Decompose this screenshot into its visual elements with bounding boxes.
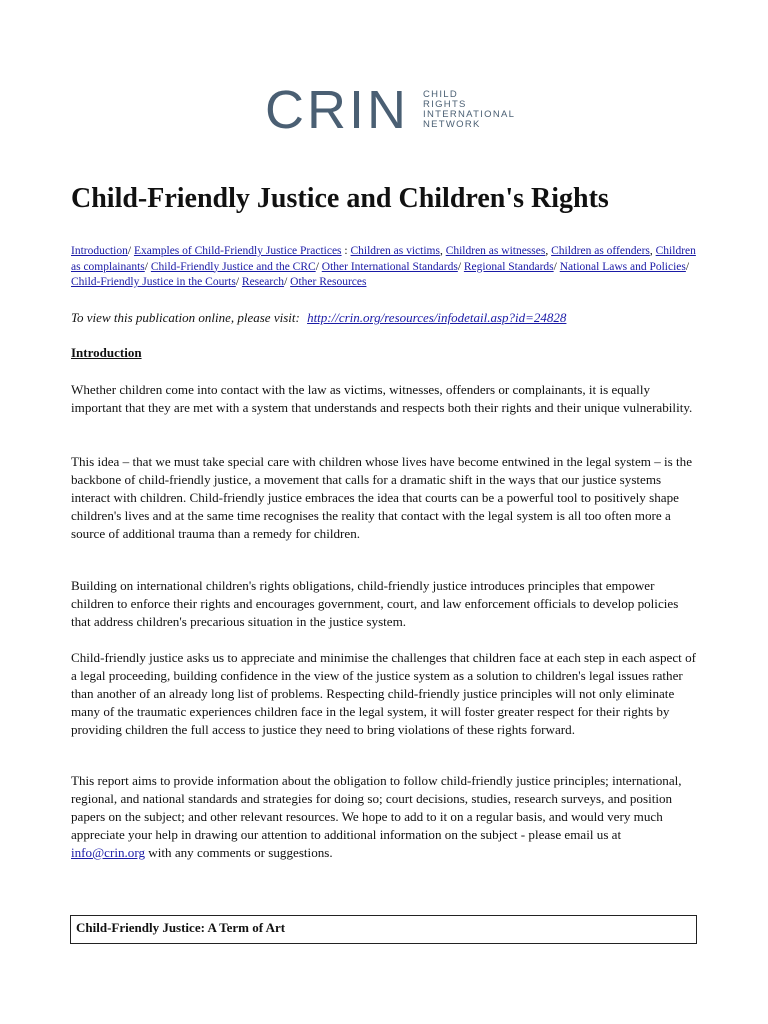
paragraph-5-tail: with any comments or suggestions. — [145, 845, 333, 860]
nav-link-crc[interactable]: Child-Friendly Justice and the CRC — [150, 260, 316, 273]
page-title: Child-Friendly Justice and Children's Rights — [71, 183, 609, 214]
logo-line: INTERNATIONAL — [423, 109, 516, 120]
paragraph-1: Whether children come into contact with the law as victims, witnesses, offenders or complainants, it is equally important that they are met with a system that understands and respects both their rights and their unique vulnerability. — [71, 382, 693, 415]
logo-line: CHILD — [423, 89, 459, 100]
logo-subtitle — [423, 90, 515, 130]
paragraph-2: This idea – that we must take special care with children whose lives have become entwined in the legal system – is the backbone of child-friendly justice, a movement that calls for a dramatic shift in the ways that our justice systems interact with children. Child-friendly justice embraces the idea that courts can be a powerful tool to positively shape children's lives and at the same time recognises the reality that contact with the legal system is all too often more a source of additional trauma than a remedy for children. — [71, 454, 693, 541]
nav-link-other-resources[interactable]: Other Resources — [290, 276, 367, 288]
paragraph-3: Building on international children's rights obligations, child-friendly justice introduces principles that empower children to enforce their rights and encourages government, court, and law enforcement officials to develop policies that address children's precarious situation in the justice system. — [71, 578, 679, 629]
paragraph-5 — [71, 772, 697, 862]
term-of-art-box — [70, 915, 697, 944]
logo-wordmark: CRIN — [265, 80, 409, 140]
logo-line: NETWORK — [423, 119, 481, 130]
publication-url-link[interactable]: http://crin.org/resources/infodetail.asp?id=24828 — [307, 310, 567, 325]
email-link[interactable]: info@crin.org — [71, 845, 145, 860]
nav-link-complainants[interactable]: Children as complainants — [71, 245, 696, 273]
nav-link-research[interactable]: Research — [241, 276, 285, 288]
paragraph-5-text: This report aims to provide information about the obligation to follow child-friendly justice principles; international, regional, and national standards and strategies for doing so; court decisions, studies, research surveys, and position papers on the subject; and other relevant resources. We hope to add to it on a regular basis, and would very much appreciate your help in drawing our attention to additional information on the subject - please email us at — [71, 773, 682, 842]
paragraph-4: Child-friendly justice asks us to appreciate and minimise the challenges that children face at each step in each aspect of a legal proceeding, building confidence in the view of the justice system as a solution to children's legal issues rather than another of an already long list of problems. Respecting child-friendly justice principles will not only eliminate many of the traumatic experiences children face in the legal system, it will foster greater respect for their rights by providing children the full access to justice they need to bring violations of these rights forward. — [71, 650, 696, 737]
nav-link-examples[interactable]: Examples of Child-Friendly Justice Practices — [133, 245, 342, 257]
crin-logo — [265, 80, 515, 140]
nav-link-witnesses[interactable]: Children as witnesses — [445, 245, 546, 257]
view-online-text: To view this publication online, please visit: — [71, 310, 300, 325]
box-title: Child-Friendly Justice: A Term of Art — [76, 920, 286, 935]
nav-link-international-standards[interactable]: Other International Standards — [321, 260, 458, 273]
nav-link-national-laws[interactable]: National Laws and Policies — [559, 260, 686, 273]
nav-link-victims[interactable]: Children as victims — [350, 245, 440, 257]
logo-line: RIGHTS — [423, 99, 467, 110]
nav-link-offenders[interactable]: Children as offenders — [551, 245, 650, 257]
section-nav: Introduction/ Examples of Child-Friendly Justice Practices : Children as victims, Children as witnesses, Children as offenders, Children as complainants/ Child-Friendly Justice and the CRC/ Other International Standards/ Regional Standards/ National Laws and Policies/ Child-Friendly Justice in the Courts/ Research/ Other Resources — [71, 245, 696, 288]
view-online-line — [71, 310, 566, 326]
introduction-heading: Introduction — [71, 345, 142, 360]
nav-link-courts[interactable]: Child-Friendly Justice in the Courts — [71, 276, 236, 288]
nav-link-regional-standards[interactable]: Regional Standards — [463, 260, 554, 273]
nav-link-introduction[interactable]: Introduction — [71, 245, 128, 257]
